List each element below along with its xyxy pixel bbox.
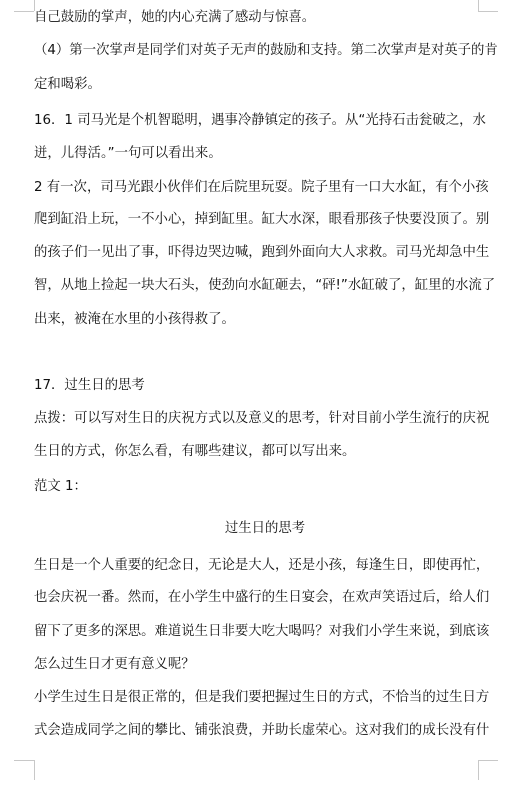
text-line: 智，从地上捡起一块大石头，使劲向水缸砸去，“砰!”水缸破了，缸里的水流了 <box>34 278 496 293</box>
text-line: 的孩子们一见出了事，吓得边哭边喊，跑到外面向大人求救。司马光却急中生 <box>34 245 490 260</box>
essay-title: 过生日的思考 <box>224 521 306 536</box>
text-line: 也会庆祝一番。然而，在小学生中盛行的生日宴会，在欢声笑语过后，给人们 <box>34 590 490 605</box>
text-line: 生日是一个人重要的纪念日，无论是大人，还是小孩，每逢生日，即使再忙， <box>34 558 490 573</box>
text-line: （4）第一次掌声是同学们对英子无声的鼓励和支持。第二次掌声是对英子的肯 <box>34 43 498 58</box>
crop-mark-top-left-h <box>14 11 34 12</box>
text-line: 生日的方式，你怎么看，有哪些建议，都可以写出来。 <box>34 444 356 459</box>
text-line: 出来，被淹在水里的小孩得救了。 <box>34 312 235 327</box>
text-line: 16．1 司马光是个机智聪明，遇事冷静镇定的孩子。从“光持石击瓮破之，水 <box>34 113 486 128</box>
crop-mark-bottom-left-h <box>14 760 34 761</box>
section-heading: 17．过生日的思考 <box>34 378 145 393</box>
crop-mark-bottom-right-h <box>478 760 498 761</box>
crop-mark-bottom-right-v <box>478 760 479 780</box>
text-line: 迸，儿得活。”一句可以看出来。 <box>34 146 222 161</box>
text-line: 留下了更多的深思。难道说生日非要大吃大喝吗？对我们小学生来说，到底该 <box>34 624 490 639</box>
text-line: 爬到缸沿上玩，一不小心，掉到缸里。缸大水深，眼看那孩子快要没顶了。别 <box>34 212 490 227</box>
text-line: 定和喝彩。 <box>34 77 101 92</box>
text-line: 小学生过生日是很正常的，但是我们要把握过生日的方式，不恰当的过生日方 <box>34 690 490 705</box>
text-line: 怎么过生日才更有意义呢？ <box>34 657 195 672</box>
text-line: 范文 1： <box>34 479 87 494</box>
text-line: 式会造成同学之间的攀比、铺张浪费，并助长虚荣心。这对我们的成长没有什 <box>34 723 490 738</box>
text-line: 点拨：可以写对生日的庆祝方式以及意义的思考，针对目前小学生流行的庆祝 <box>34 411 490 426</box>
text-line: 2 有一次，司马光跟小伙伴们在后院里玩耍。院子里有一口大水缸，有个小孩 <box>34 180 489 195</box>
text-line: 自己鼓励的掌声，她的内心充满了感动与惊喜。 <box>34 10 316 25</box>
crop-mark-bottom-left-v <box>34 760 35 780</box>
